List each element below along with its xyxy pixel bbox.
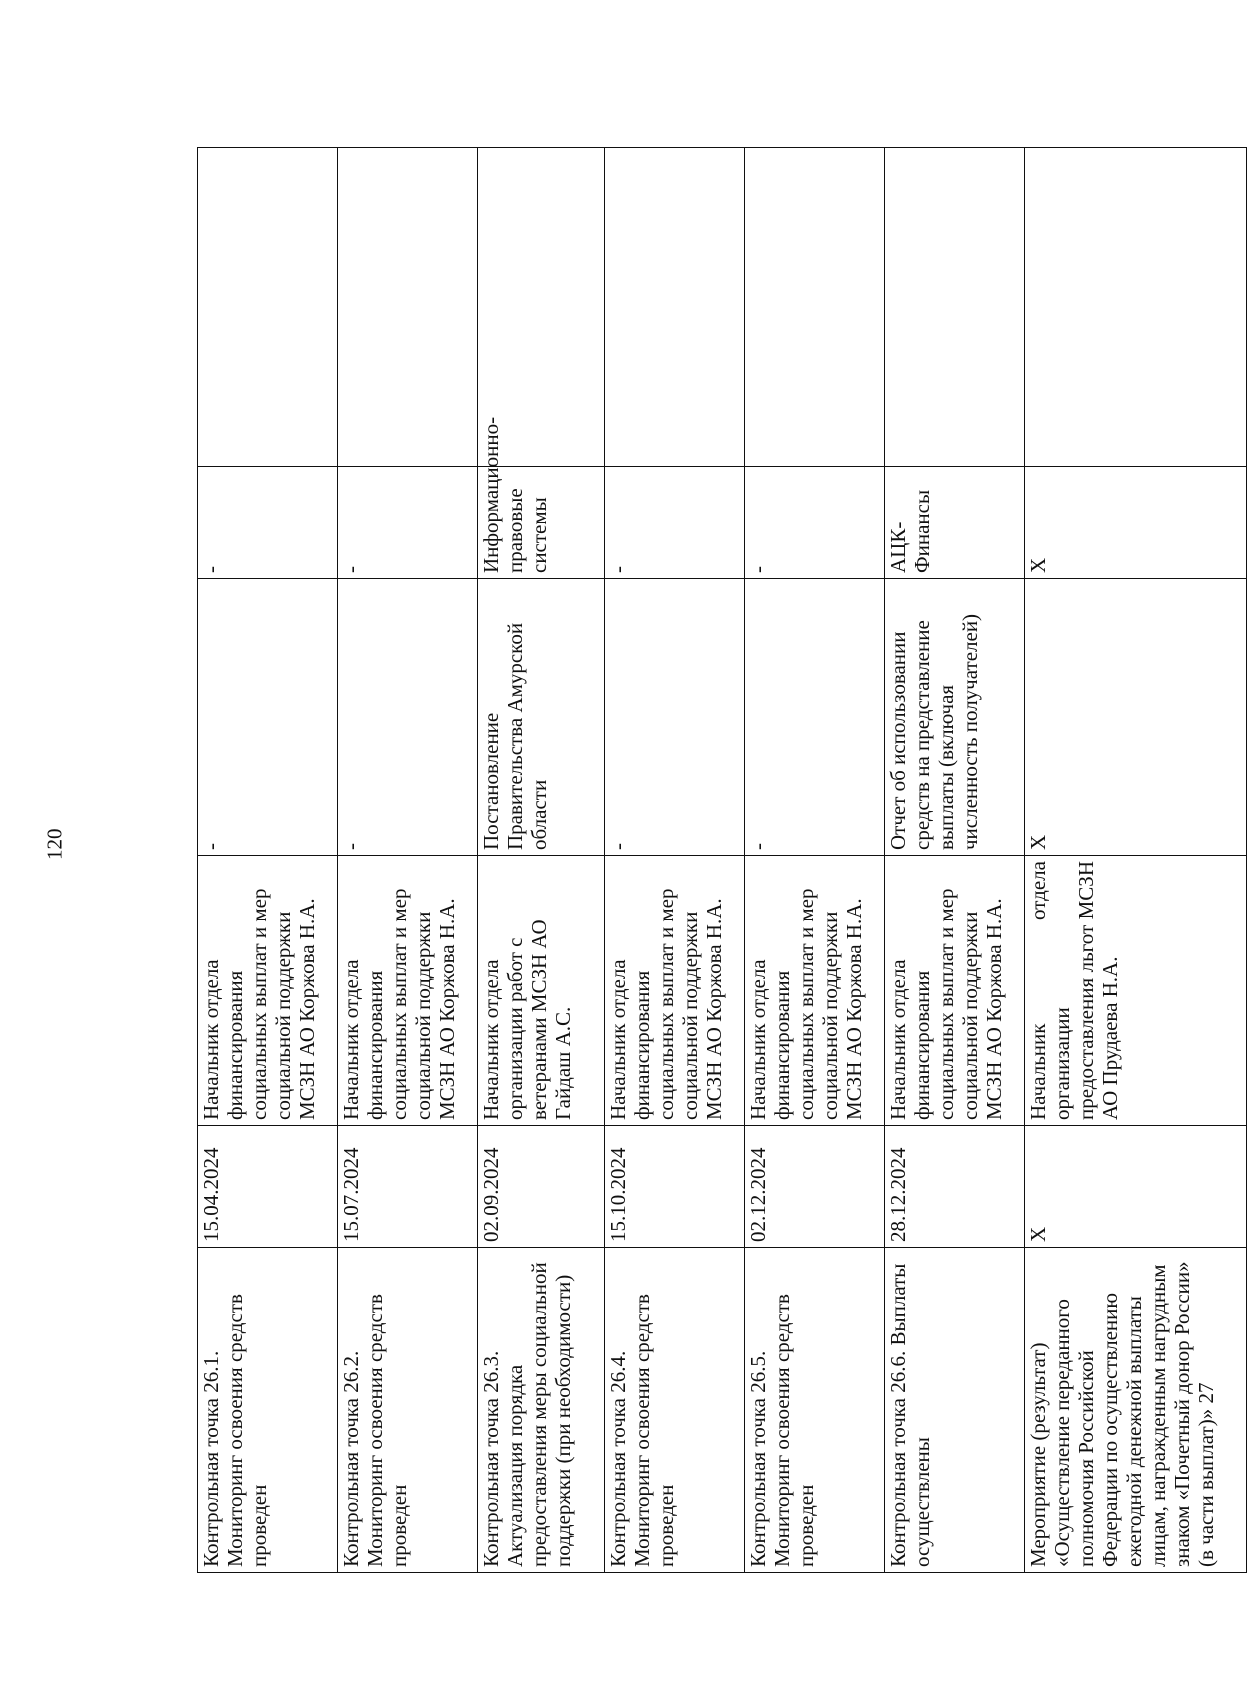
table-row [198, 148, 338, 1573]
cell-responsible: Начальник отдела финансирования социальных выплат и мер социальной поддержки МСЗН АО Коржова Н.А. [338, 856, 478, 1126]
cell-system: - [744, 467, 884, 579]
cell-document: - [198, 579, 338, 856]
cell-date: 02.12.2024 [744, 1126, 884, 1248]
cell-date: X [1024, 1126, 1246, 1248]
cell-document: - [604, 579, 744, 856]
cell-responsible: Начальник отдела организации работ с ветеранами МСЗН АО Гайдаш А.С. [478, 856, 604, 1126]
cell-responsible: Начальник отдела финансирования социальных выплат и мер социальной поддержки МСЗН АО Коржова Н.А. [744, 856, 884, 1126]
cell-document: Отчет об использовании средств на представление выплаты (включая численность получателей) [884, 579, 1024, 856]
cell-date: 02.09.2024 [478, 1126, 604, 1248]
table-row [604, 148, 744, 1573]
cell-responsible: Начальник отдела финансирования социальных выплат и мер социальной поддержки МСЗН АО Коржова Н.А. [198, 856, 338, 1126]
plan-table [197, 147, 1247, 1573]
cell-responsible: Начальник отдела организации предоставления льгот МСЗН АО Прудаева Н.А. [1024, 856, 1246, 1126]
cell-extra [198, 148, 338, 467]
cell-document: Постановление Правительства Амурской области [478, 579, 604, 856]
cell-name: Мероприятие (результат) «Осуществление переданного полномочия Российской Федерации по осуществлению ежегодной денежной выплаты лицам, награжденным нагрудным знаком «Почетный донор России» (в части выплат)» 27 [1024, 1248, 1246, 1573]
table-row [1024, 148, 1246, 1573]
cell-extra [1024, 148, 1246, 467]
cell-date: 15.07.2024 [338, 1126, 478, 1248]
table-row [884, 148, 1024, 1573]
cell-document: X [1024, 579, 1246, 856]
cell-responsible: Начальник отдела финансирования социальных выплат и мер социальной поддержки МСЗН АО Коржова Н.А. [604, 856, 744, 1126]
cell-responsible: Начальник отдела финансирования социальных выплат и мер социальной поддержки МСЗН АО Коржова Н.А. [884, 856, 1024, 1126]
rotated-table-container [197, 148, 1247, 1573]
cell-system: - [338, 467, 478, 579]
cell-name: Контрольная точка 26.1. Мониторинг освоения средств проведен [198, 1248, 338, 1573]
cell-system: Информационно-правовые системы [478, 467, 604, 579]
cell-system: - [198, 467, 338, 579]
cell-extra [744, 148, 884, 467]
cell-document: - [744, 579, 884, 856]
cell-system: АЦК-Финансы [884, 467, 1024, 579]
cell-extra [884, 148, 1024, 467]
cell-document: - [338, 579, 478, 856]
cell-system: X [1024, 467, 1246, 579]
cell-name: Контрольная точка 26.5. Мониторинг освоения средств проведен [744, 1248, 884, 1573]
cell-name: Контрольная точка 26.3. Актуализация порядка предоставления меры социальной поддержки (при необходимости) [478, 1248, 604, 1573]
page-number: 120 [42, 828, 67, 860]
cell-date: 15.10.2024 [604, 1126, 744, 1248]
cell-extra [604, 148, 744, 467]
cell-date: 15.04.2024 [198, 1126, 338, 1248]
table-row [478, 148, 604, 1573]
table-row [744, 148, 884, 1573]
cell-system: - [604, 467, 744, 579]
cell-extra [338, 148, 478, 467]
cell-date: 28.12.2024 [884, 1126, 1024, 1248]
cell-name: Контрольная точка 26.6. Выплаты осуществлены [884, 1248, 1024, 1573]
cell-name: Контрольная точка 26.2. Мониторинг освоения средств проведен [338, 1248, 478, 1573]
cell-name: Контрольная точка 26.4. Мониторинг освоения средств проведен [604, 1248, 744, 1573]
table-row [338, 148, 478, 1573]
